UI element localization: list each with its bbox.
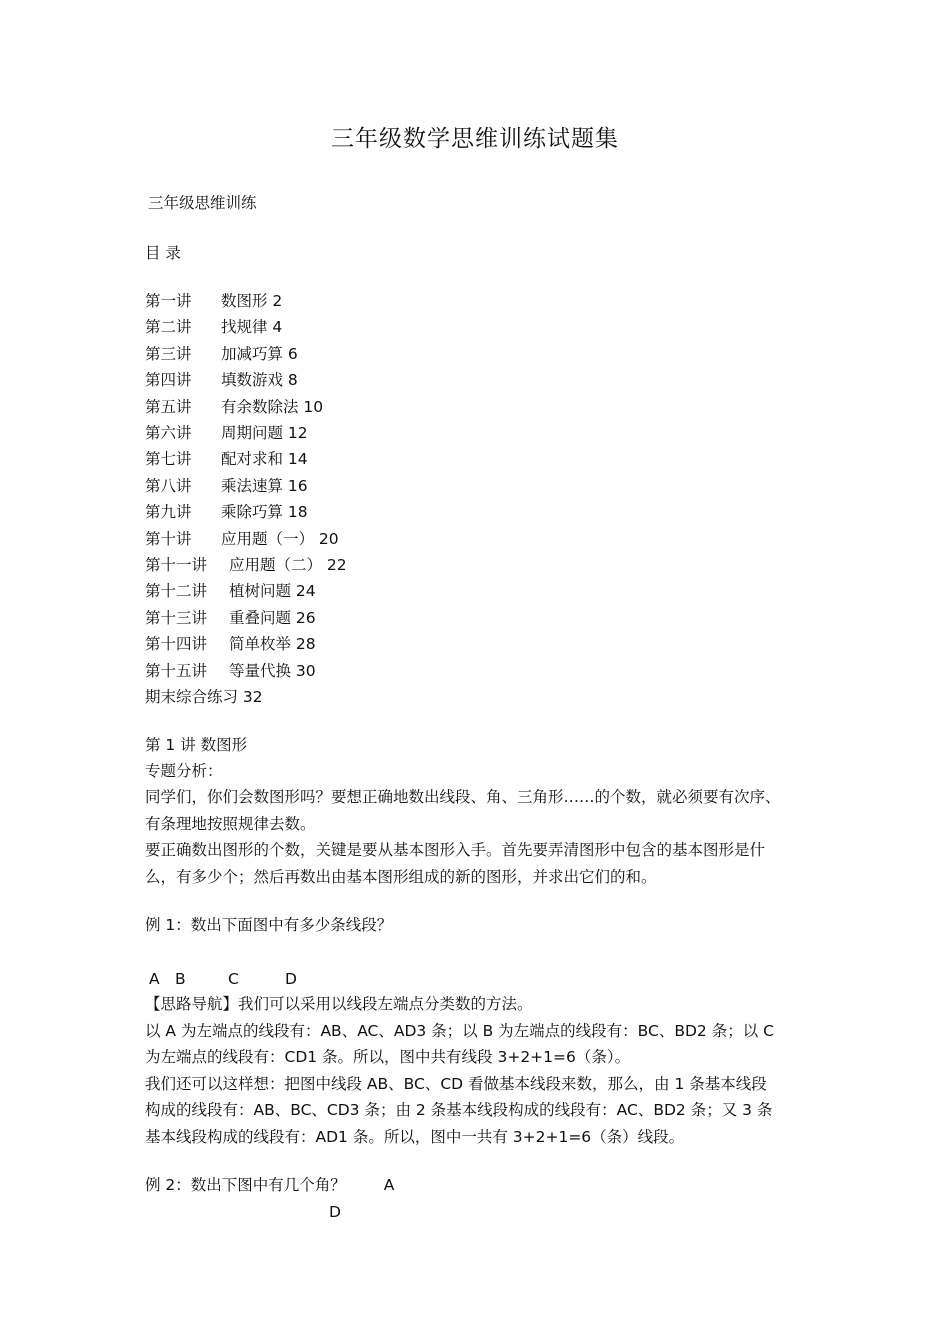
toc-entry-title: 数图形 2 xyxy=(221,292,283,310)
toc-entry-number: 第三讲 xyxy=(145,345,192,363)
toc-entry-number: 第十四讲 xyxy=(145,635,208,653)
toc-entry-title: 周期问题 12 xyxy=(221,424,308,442)
toc-entry-number: 第六讲 xyxy=(145,424,192,442)
toc-entry xyxy=(145,291,282,311)
toc-entry-title: 加减巧算 6 xyxy=(221,345,298,363)
toc-entry xyxy=(145,555,347,575)
toc-entry xyxy=(145,529,339,549)
solution-paragraph xyxy=(145,991,810,1150)
toc-entry xyxy=(145,449,308,469)
toc-entry-title: 等量代换 30 xyxy=(229,662,316,680)
toc-entry-title: 应用题（一） 20 xyxy=(221,530,339,548)
toc-entry-title: 重叠问题 26 xyxy=(229,609,316,627)
point-label: D xyxy=(285,970,297,988)
toc-entry-number: 第十三讲 xyxy=(145,609,208,627)
toc-entry-number: 第十一讲 xyxy=(145,556,208,574)
toc-entry-number: 第十五讲 xyxy=(145,662,208,680)
paragraph-line: 以 A 为左端点的线段有：AB、AC、AD3 条；以 B 为左端点的线段有：BC、BD2 条；以 C xyxy=(145,1021,774,1040)
toc-entry-title: 填数游戏 8 xyxy=(221,371,298,389)
example-1-question: 例 1：数出下面图中有多少条线段？ xyxy=(145,916,393,934)
toc-entry-number: 期末综合练习 32 xyxy=(145,688,263,706)
toc-entry xyxy=(145,370,298,390)
toc-entry xyxy=(145,344,298,364)
toc-entry xyxy=(145,687,263,707)
lesson-heading: 第 1 讲 数图形 xyxy=(145,736,248,754)
toc-entry-number: 第五讲 xyxy=(145,398,192,416)
toc-entry xyxy=(145,423,308,443)
point-label: A xyxy=(383,1176,395,1194)
paragraph-line: 么，有多少个；然后再数出由基本图形组成的新的图形，并求出它们的和。 xyxy=(145,867,657,886)
toc-entry xyxy=(145,476,308,496)
paragraph-line: 基本线段构成的线段有：AD1 条。所以，图中一共有 3+2+1=6（条）线段。 xyxy=(145,1127,685,1146)
point-label: C xyxy=(228,970,239,988)
point-label: B xyxy=(175,970,186,988)
toc-entry xyxy=(145,317,282,337)
paragraph-line: 要正确数出图形的个数，关键是要从基本图形入手。首先要弄清图形中包含的基本图形是什 xyxy=(145,841,766,859)
paragraph-line: 我们还可以这样想：把图中线段 AB、BC、CD 看做基本线段来数，那么，由 1 条基本线段 xyxy=(145,1074,767,1093)
toc-entry-number: 第十二讲 xyxy=(145,582,208,600)
toc-entry xyxy=(145,608,316,628)
paragraph-line: 为左端点的线段有：CD1 条。所以，图中共有线段 3+2+1=6（条）。 xyxy=(145,1048,631,1066)
segment-point-labels xyxy=(149,969,297,989)
intro-paragraph xyxy=(145,784,810,890)
toc-entry xyxy=(145,661,316,681)
toc-entry-title: 配对求和 14 xyxy=(221,450,308,468)
subtitle: 三年级思维训练 xyxy=(148,194,257,212)
toc-entry-title: 植树问题 24 xyxy=(229,582,316,600)
toc-entry xyxy=(145,581,316,601)
toc-entry-number: 第九讲 xyxy=(145,503,192,521)
toc-entry-number: 第八讲 xyxy=(145,477,192,495)
toc-entry-title: 乘除巧算 18 xyxy=(221,503,308,521)
toc-entry-title: 找规律 4 xyxy=(221,318,283,336)
toc-entry-number: 第二讲 xyxy=(145,318,192,336)
toc-entry xyxy=(145,397,323,417)
paragraph-line: 有条理地按照规律去数。 xyxy=(145,814,316,833)
paragraph-line: 构成的线段有：AB、BC、CD3 条；由 2 条基本线段构成的线段有：AC、BD2 条；又 3 条 xyxy=(145,1101,773,1119)
paragraph-line: 【思路导航】我们可以采用以线段左端点分类数的方法。 xyxy=(145,995,533,1013)
example-2-text: 例 2：数出下图中有几个角？ xyxy=(145,1176,346,1194)
toc-entry-title: 简单枚举 28 xyxy=(229,635,316,653)
point-label: D xyxy=(329,1203,341,1221)
toc-heading: 目 录 xyxy=(145,244,181,262)
analysis-label: 专题分析： xyxy=(145,762,223,780)
toc-entry-number: 第四讲 xyxy=(145,371,192,389)
toc-entry-title: 应用题（二） 22 xyxy=(229,556,347,574)
toc-entry-number: 第七讲 xyxy=(145,450,192,468)
toc-entry-title: 乘法速算 16 xyxy=(221,477,308,495)
example-2-question xyxy=(145,1175,394,1195)
toc-entry xyxy=(145,634,316,654)
document-title: 三年级数学思维训练试题集 xyxy=(331,126,619,152)
point-label: A xyxy=(149,970,160,988)
toc-entry-title: 有余数除法 10 xyxy=(221,398,324,416)
toc-entry xyxy=(145,502,308,522)
toc-entry-number: 第十讲 xyxy=(145,530,192,548)
paragraph-line: 同学们，你们会数图形吗？要想正确地数出线段、角、三角形……的个数，就必须要有次序、 xyxy=(145,788,781,806)
toc-entry-number: 第一讲 xyxy=(145,292,192,310)
